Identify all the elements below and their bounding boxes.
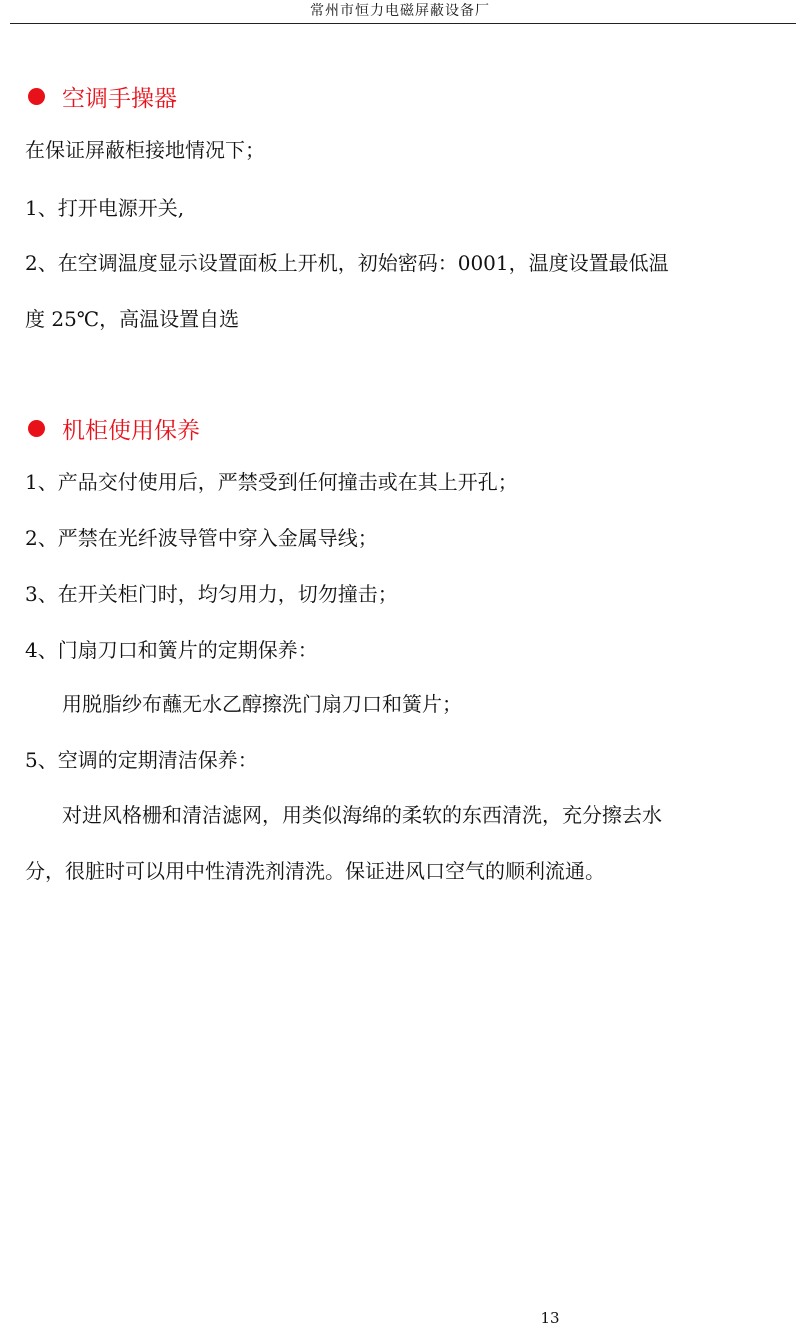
paragraph-line: 对进风格栅和清洁滤网，用类似海绵的柔软的东西清洗，充分擦去水 [62, 803, 662, 827]
section-title-cabinet-maintenance [28, 412, 200, 444]
list-item: 2、严禁在光纤波导管中穿入金属导线； [25, 526, 378, 550]
paragraph-line: 用脱脂纱布蘸无水乙醇擦洗门扇刀口和簧片； [62, 692, 462, 716]
list-item: 1、产品交付使用后，严禁受到任何撞击或在其上开孔； [25, 470, 518, 494]
list-item: 4、门扇刀口和簧片的定期保养： [25, 638, 318, 662]
list-item: 2、在空调温度显示设置面板上开机，初始密码：0001，温度设置最低温 [25, 251, 669, 275]
section-title-text: 空调手操器 [62, 85, 177, 112]
paragraph-line: 分，很脏时可以用中性清洗剂清洗。保证进风口空气的顺利流通。 [25, 859, 605, 883]
company-name: 常州市恒力电磁屏蔽设备厂 [310, 3, 490, 19]
paragraph-line: 度 25℃，高温设置自选 [25, 307, 240, 331]
section-title-text: 机柜使用保养 [62, 417, 200, 444]
page-number: 13 [540, 1309, 560, 1327]
section-title-air-conditioner-controller [28, 80, 177, 112]
list-item: 1、打开电源开关, [25, 196, 185, 220]
list-item: 5、空调的定期清洁保养： [25, 748, 258, 772]
list-item: 3、在开关柜门时，均匀用力，切勿撞击； [25, 582, 398, 606]
paragraph-line: 在保证屏蔽柜接地情况下； [25, 138, 265, 162]
red-bullet-icon [28, 88, 45, 105]
header-divider [10, 23, 796, 24]
red-bullet-icon [28, 420, 45, 437]
page-header [0, 0, 800, 22]
